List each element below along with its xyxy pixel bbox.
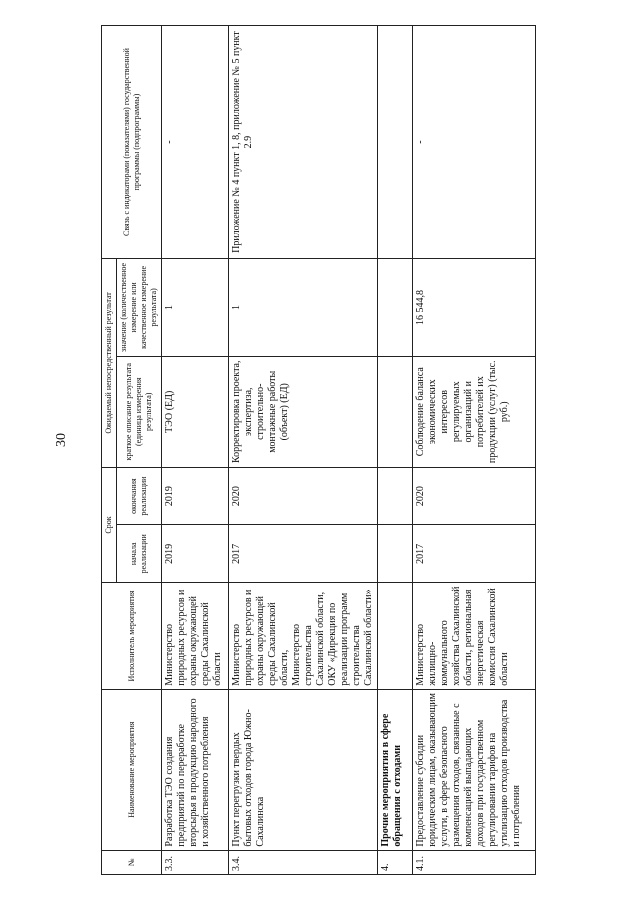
page-number: 30 xyxy=(54,433,69,447)
row-start: 2017 xyxy=(413,525,536,583)
header-end: окончания реализации xyxy=(117,467,162,525)
row-name: Пункт перегрузки твердых бытовых отходов города Южно-Сахалинска xyxy=(229,689,378,850)
row-executor: Министерство природных ресурсов и охраны окружающей среды Сахалинской области xyxy=(162,583,229,690)
row-name: Прочие мероприятия в сфере обращения с отходами xyxy=(378,689,413,850)
table-row xyxy=(413,26,536,875)
row-value: 16 544,8 xyxy=(413,259,536,357)
row-end: 2020 xyxy=(413,467,536,525)
row-name: Предоставление субсидии юридическим лицам, оказывающим услуги, в сфере безопасного размещения отходов, связанные с компенсацией выпадающих доходов при государственном регулировании тарифов на утилизацию отходов производства и потребления xyxy=(413,689,536,850)
table-row xyxy=(162,26,229,875)
header-term: Срок xyxy=(102,467,117,582)
header-result: Ожидаемый непосредственный результат xyxy=(102,259,117,468)
header-value: значение (количественное измерение или качественное измерение результата) xyxy=(117,259,162,357)
measures-table xyxy=(101,25,536,875)
header-name: Наименование мероприятия xyxy=(102,689,162,850)
measures-table-sheet xyxy=(101,25,551,875)
row-start: 2017 xyxy=(229,525,378,583)
row-end xyxy=(378,467,413,525)
row-num: 4.1. xyxy=(413,850,536,874)
row-end: 2020 xyxy=(229,467,378,525)
row-link: - xyxy=(413,26,536,259)
row-start xyxy=(378,525,413,583)
row-end: 2019 xyxy=(162,467,229,525)
header-executor: Исполнитель мероприятия xyxy=(102,583,162,690)
header-start: начала реализации xyxy=(117,525,162,583)
row-link xyxy=(378,26,413,259)
row-desc: Соблюдение баланса экономических интересов регулируемых организаций и потребителей их продукции (услуг) (тыс. руб.) xyxy=(413,356,536,467)
row-name: Разработка ТЭО создания предприятий по переработке вторсырья в продукцию народного и хозяйственного потребления xyxy=(162,689,229,850)
header-link: Связь с индикаторами (показателями) государственной программы (подпрограммы) xyxy=(102,26,162,259)
row-executor: Министерство жилищно-коммунального хозяйства Сахалинской области, региональная энергетическая комиссия Сахалинской области xyxy=(413,583,536,690)
row-num: 3.3. xyxy=(162,850,229,874)
header-desc: краткое описание результата (единица измерения результата) xyxy=(117,356,162,467)
row-desc xyxy=(378,356,413,467)
table-row xyxy=(378,26,413,875)
row-executor: Министерство природных ресурсов и охраны окружающей среды Сахалинской области, Министерство строительства Сахалинской области, ОКУ «Дирекция по реализации программ строительства Сахалинской области» xyxy=(229,583,378,690)
row-executor xyxy=(378,583,413,690)
row-num: 3.4. xyxy=(229,850,378,874)
row-link: Приложение № 4 пункт 1, 8, приложение № 5 пункт 2.9 xyxy=(229,26,378,259)
row-link: - xyxy=(162,26,229,259)
row-desc: ТЭО (ЕД) xyxy=(162,356,229,467)
table-row xyxy=(229,26,378,875)
row-start: 2019 xyxy=(162,525,229,583)
row-value: 1 xyxy=(162,259,229,357)
row-desc: Корректировка проекта, экспертиза, строительно-монтажные работы (объект) (ЕД) xyxy=(229,356,378,467)
row-value xyxy=(378,259,413,357)
header-num: № xyxy=(102,850,162,874)
row-num: 4. xyxy=(378,850,413,874)
row-value: 1 xyxy=(229,259,378,357)
